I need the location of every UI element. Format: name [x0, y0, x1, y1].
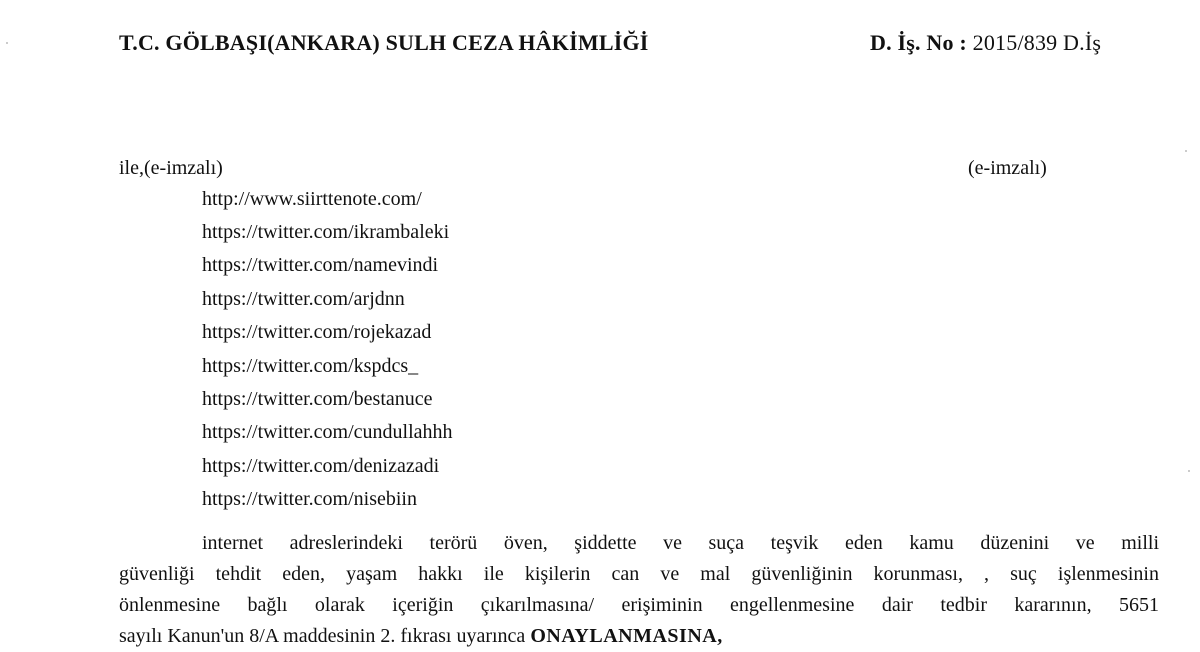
url-item: https://twitter.com/cundullahhh	[202, 421, 453, 443]
scan-speck	[1188, 470, 1190, 472]
url-item: https://twitter.com/bestanuce	[202, 388, 433, 410]
case-number-value: 2015/839 D.İş	[972, 30, 1102, 55]
url-item: http://www.siirttenote.com/	[202, 188, 422, 210]
case-number-label: D. İş. No :	[870, 30, 967, 55]
scan-speck	[1185, 150, 1187, 152]
body-line: güvenliği tehdit eden, yaşam hakkı ile kişilerin can ve mal güvenliğinin korunması, , suç işlenmesinin	[119, 563, 1159, 585]
url-item: https://twitter.com/nisebiin	[202, 488, 417, 510]
url-item: https://twitter.com/denizazadi	[202, 455, 440, 477]
url-item: https://twitter.com/namevindi	[202, 254, 439, 276]
court-title: T.C. GÖLBAŞI(ANKARA) SULH CEZA HÂKİMLİĞİ	[119, 30, 649, 55]
signature-right: (e-imzalı)	[968, 157, 1047, 179]
body-line-last	[119, 620, 1159, 652]
url-item: https://twitter.com/kspdcs_	[202, 355, 419, 377]
url-item: https://twitter.com/arjdnn	[202, 288, 405, 310]
url-item: https://twitter.com/ikrambaleki	[202, 221, 450, 243]
body-line: internet adreslerindeki terörü öven, şiddette ve suça teşvik eden kamu düzenini ve milli	[202, 532, 1159, 554]
decision-keyword: ONAYLANMASINA,	[530, 625, 723, 647]
scan-speck	[6, 42, 8, 44]
body-line: önlenmesine bağlı olarak içeriğin çıkarılmasına/ erişiminin engellenmesine dair tedbir kararının, 5651	[119, 594, 1159, 616]
signature-left: ile,(e-imzalı)	[119, 157, 223, 179]
case-number-header	[870, 30, 1101, 56]
body-text: sayılı Kanun'un 8/A maddesinin 2. fıkrası uyarınca	[119, 625, 531, 647]
url-item: https://twitter.com/rojekazad	[202, 321, 432, 343]
